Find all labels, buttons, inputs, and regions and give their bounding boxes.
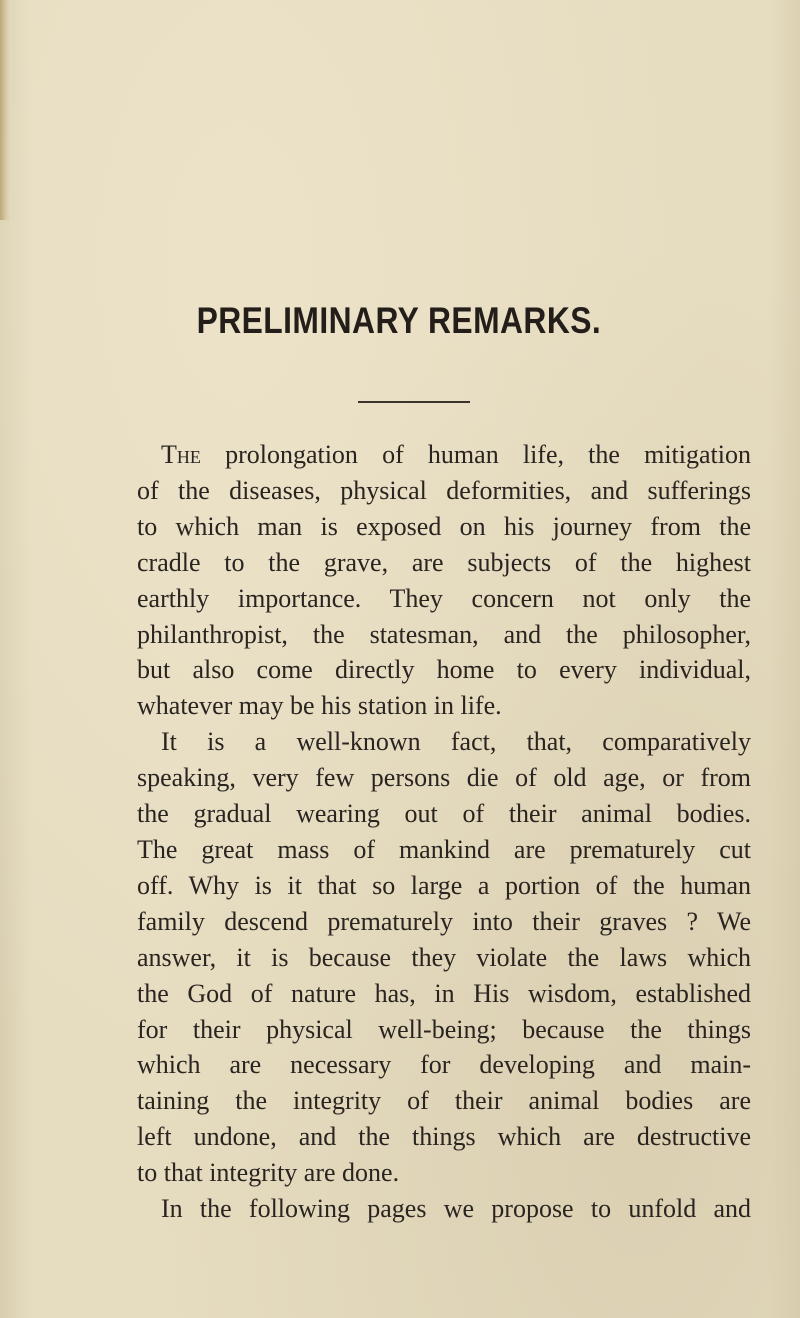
paragraph-lead-word: The — [161, 440, 201, 469]
text-line: left undone, and the things which are destructive — [137, 1122, 751, 1152]
text-line: speaking, very few persons die of old age, or from — [137, 763, 751, 793]
text-line: answer, it is because they violate the laws which — [137, 942, 751, 972]
body-text — [137, 437, 751, 1227]
text-line: the God of nature has, in His wisdom, established — [137, 978, 751, 1008]
text-line: philanthropist, the statesman, and the philosopher, — [137, 619, 751, 649]
text-line: but also come directly home to every individual, — [137, 655, 751, 685]
text-line: taining the integrity of their animal bodies are — [137, 1086, 751, 1116]
text-line: the gradual wearing out of their animal bodies. — [137, 799, 751, 829]
text-line: to which man is exposed on his journey from the — [137, 511, 751, 541]
text-line: earthly importance. They concern not only the — [137, 583, 751, 613]
text-line: cradle to the grave, are subjects of the highest — [137, 547, 751, 577]
text-line: In the following pages we propose to unfold and — [161, 1194, 751, 1224]
text-line: family descend prematurely into their graves ? We — [137, 906, 751, 936]
text-line: The great mass of mankind are prematurely cut — [137, 834, 751, 864]
page-heading: PRELIMINARY REMARKS. — [196, 300, 602, 341]
text-line: whatever may be his station in life. — [137, 691, 502, 721]
text-line: off. Why is it that so large a portion of the human — [137, 870, 751, 900]
text-line: It is a well-known fact, that, comparatively — [161, 727, 751, 757]
text-line: The prolongation of human life, the mitigation — [161, 440, 751, 469]
text-line: to that integrity are done. — [137, 1158, 400, 1188]
text-line: of the diseases, physical deformities, and sufferings — [137, 475, 751, 505]
text-line: for their physical well-being; because the things — [137, 1014, 751, 1044]
paragraph-2 — [137, 724, 751, 1191]
paragraph-1 — [137, 437, 751, 724]
text-line: which are necessary for developing and main- — [137, 1050, 751, 1080]
heading-divider — [358, 401, 470, 403]
paragraph-3 — [137, 1191, 751, 1227]
